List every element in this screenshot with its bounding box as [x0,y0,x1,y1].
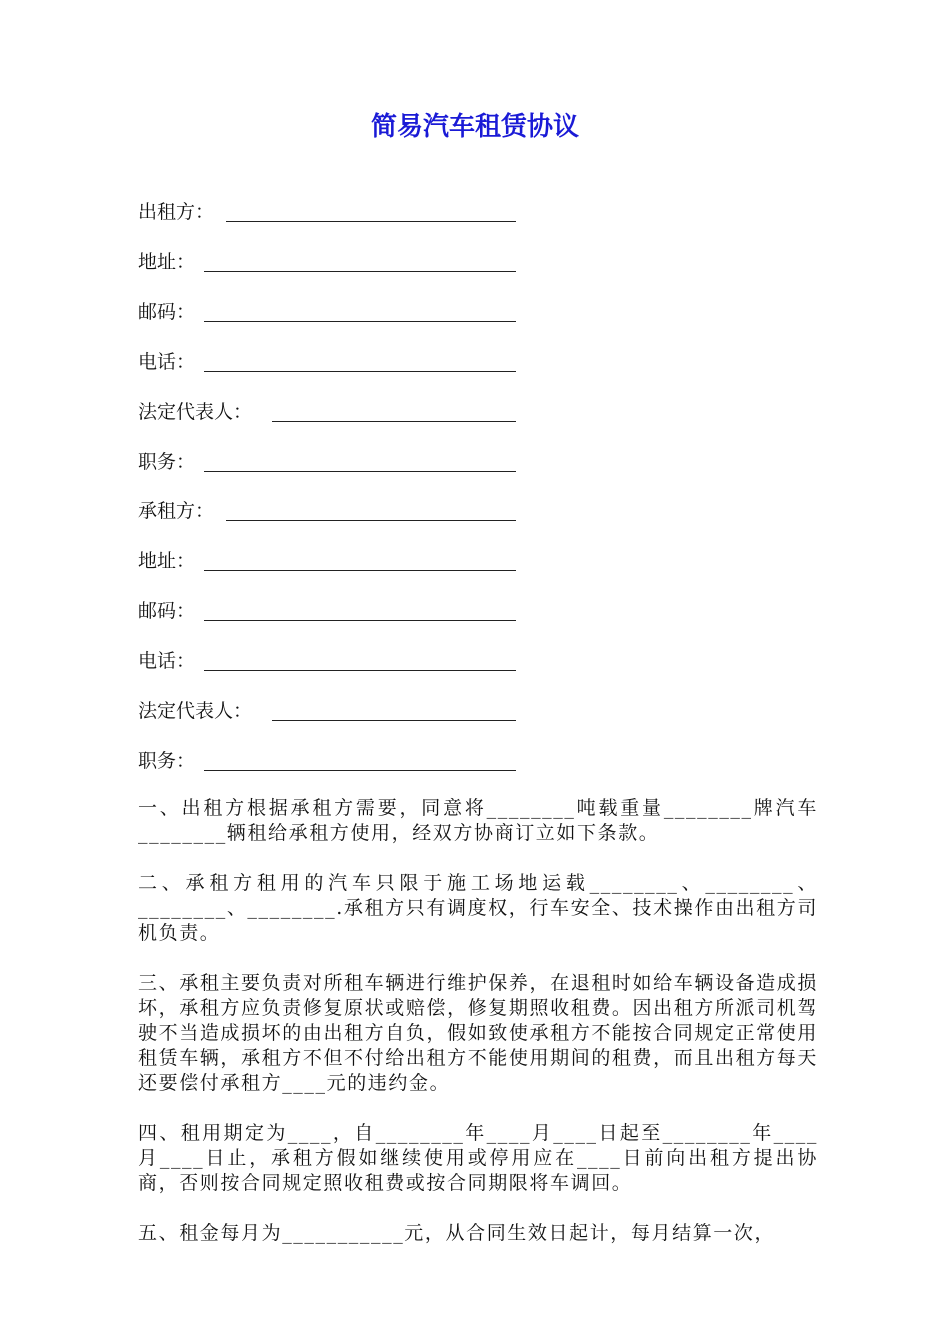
blank-line[interactable] [204,371,516,372]
blank-line[interactable] [204,321,516,322]
field-label: 法定代表人： [138,401,253,423]
blank-line[interactable] [272,421,516,422]
blank-line[interactable] [204,670,516,671]
field-label: 法定代表人： [138,700,253,722]
lessee-address-field [138,548,195,574]
field-label: 电话： [138,650,196,672]
blank-line[interactable] [204,620,516,621]
blank-line[interactable] [204,271,516,272]
lessor-rep-field [138,399,252,425]
blank-line[interactable] [226,520,516,521]
clause-2: 二、承租方租用的汽车只限于施工场地运载________、________、________、________.承租方只有调度权，行车安全、技术操作由出租方司机负责。 [138,872,818,944]
field-label: 职务： [138,451,196,473]
field-label: 邮码： [138,600,196,622]
field-label: 地址： [138,251,196,273]
lessor-address-field [138,249,195,275]
lessee-rep-field [138,698,252,724]
lessor-phone-field [138,349,195,375]
field-label: 电话： [138,351,196,373]
document-title: 简易汽车租赁协议 [370,112,579,142]
blank-line[interactable] [204,471,516,472]
clause-1: 一、出租方根据承租方需要，同意将________吨载重量________牌汽车________辆租给承租方使用，经双方协商订立如下条款。 [138,797,818,844]
clause-4: 四、租用期定为____，自________年____月____日起至________年____月____日止，承租方假如继续使用或停用应在____日前向出租方提出协商，否则按合同规定照收租费或按合同期限将车调回。 [138,1122,818,1194]
lessor-name-field [138,199,214,225]
lessee-phone-field [138,648,195,674]
lessee-name-field [138,498,214,524]
field-label: 职务： [138,750,196,772]
blank-line[interactable] [204,570,516,571]
lessor-zip-field [138,299,195,325]
field-label: 邮码： [138,301,196,323]
lessee-zip-field [138,598,195,624]
blank-line[interactable] [226,221,516,222]
field-label: 地址： [138,550,196,572]
clause-5: 五、租金每月为___________元，从合同生效日起计，每月结算一次， [138,1222,776,1244]
blank-line[interactable] [204,770,516,771]
field-label: 出租方： [138,201,215,223]
lessor-position-field [138,449,195,475]
blank-line[interactable] [272,720,516,721]
clause-3: 三、承租主要负责对所租车辆进行维护保养，在退租时如给车辆设备造成损坏，承租方应负责修复原状或赔偿，修复期照收租费。因出租方所派司机驾驶不当造成损坏的由出租方自负，假如致使承租方不能按合同规定正常使用租赁车辆，承租方不但不付给出租方不能使用期间的租费，而且出租方每天还要偿付承租方____元的违约金。 [138,972,818,1094]
lessee-position-field [138,748,195,774]
field-label: 承租方： [138,500,215,522]
